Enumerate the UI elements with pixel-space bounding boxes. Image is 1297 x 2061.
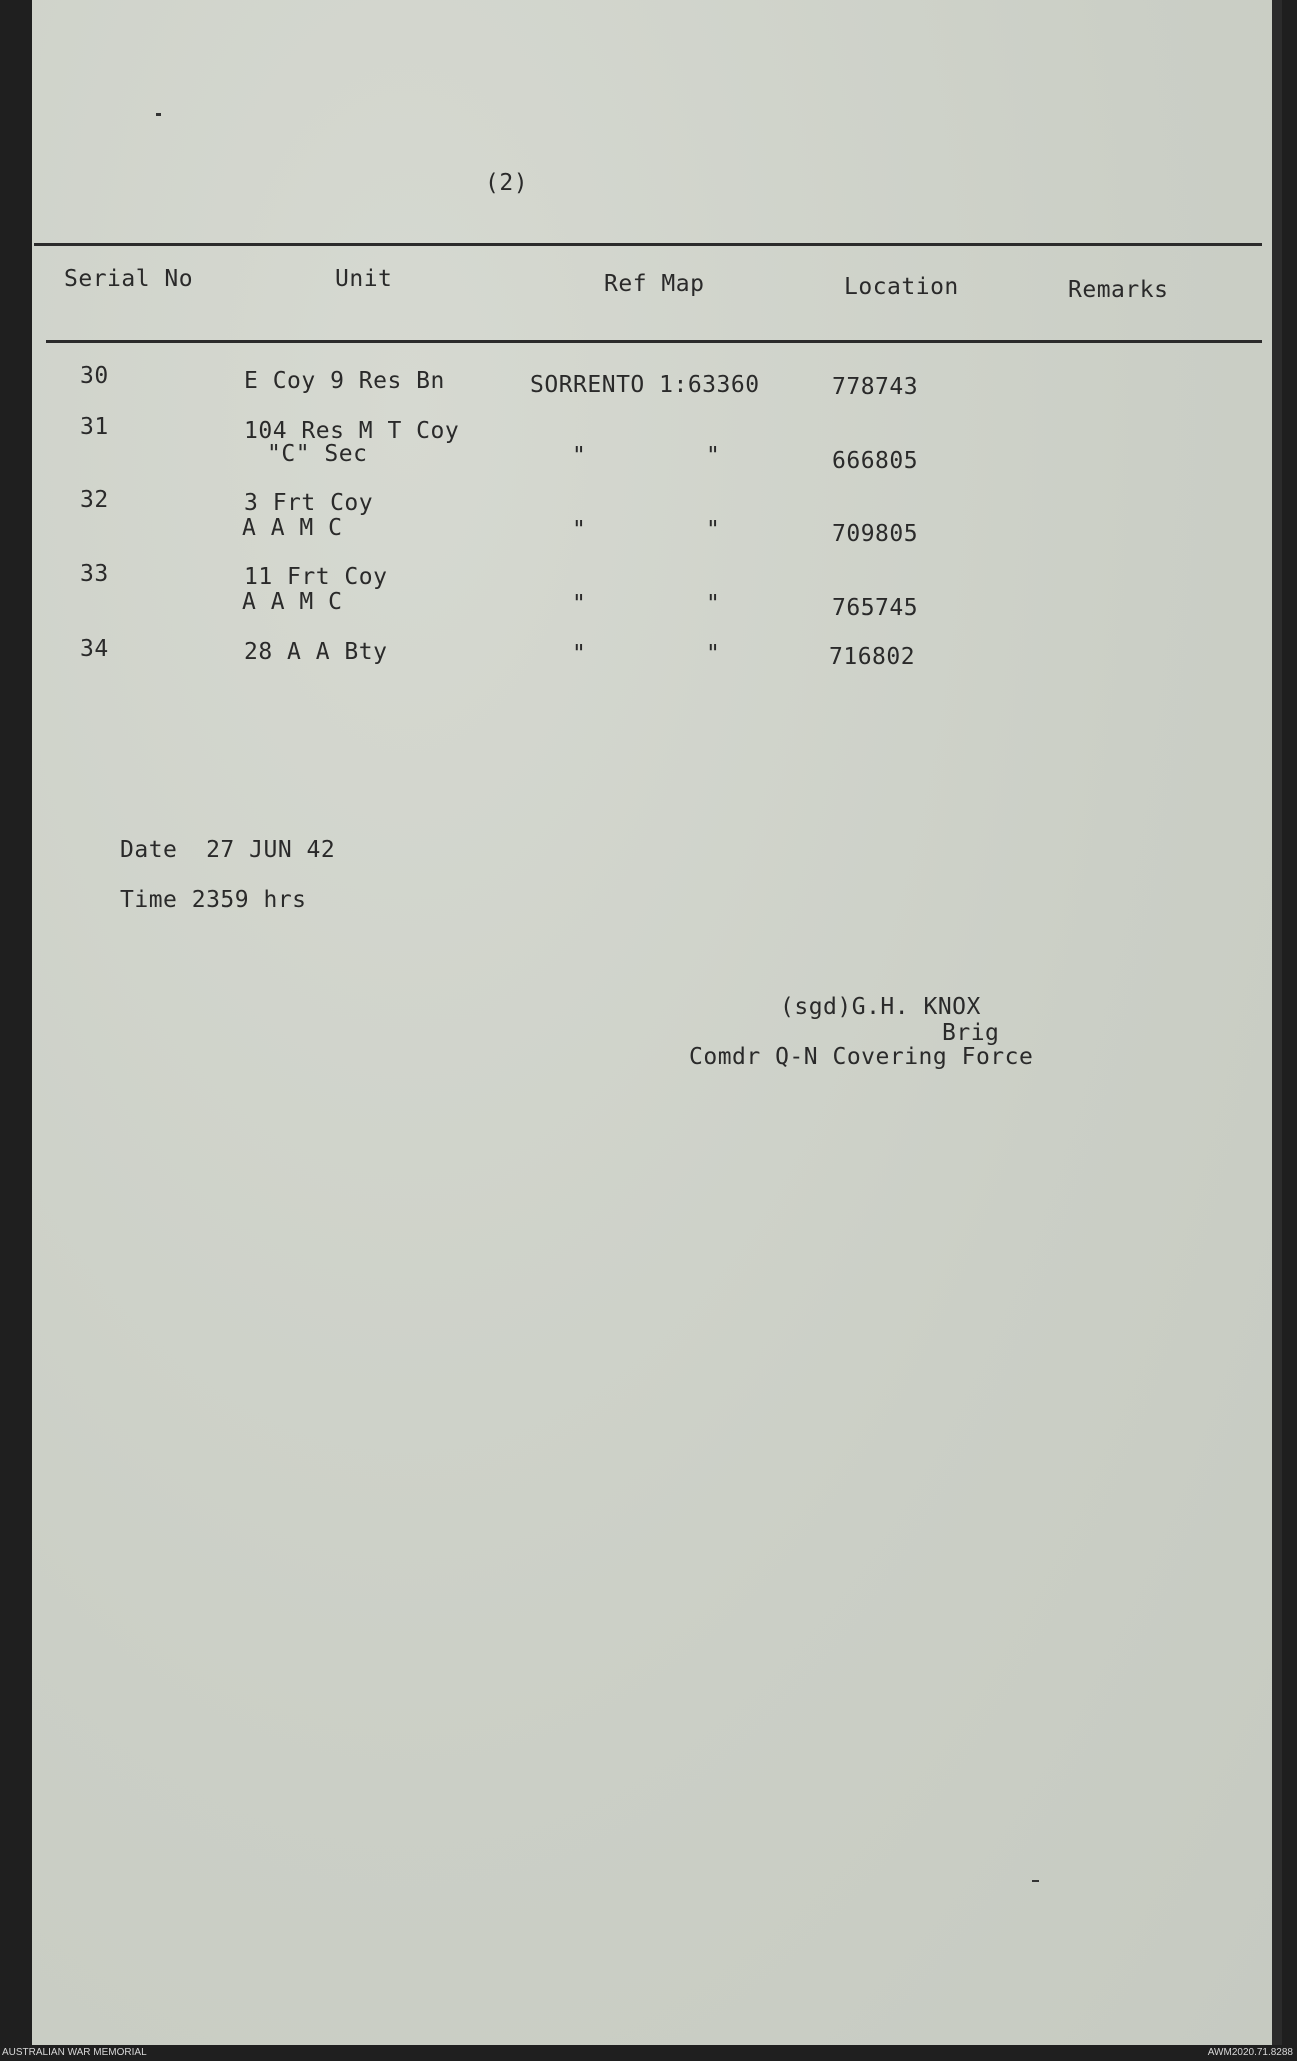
- header-ref-map: Ref Map: [604, 271, 705, 297]
- serial-cell: 33: [80, 561, 109, 587]
- footer-right: AWM2020.71.8288: [1207, 2047, 1293, 2058]
- header-remarks: Remarks: [1068, 277, 1169, 303]
- serial-cell: 30: [80, 363, 109, 389]
- serial-cell: 34: [80, 636, 109, 662]
- location-cell: 765745: [832, 595, 919, 621]
- signature-name: (sgd)G.H. KNOX: [780, 994, 981, 1020]
- unit-cell-line2: A A M C: [242, 515, 343, 541]
- ditto-mark: ": [572, 641, 587, 667]
- ditto-mark: ": [706, 591, 721, 617]
- archive-footer: [0, 2045, 1297, 2061]
- ditto-mark: ": [706, 443, 721, 469]
- ditto-mark: ": [572, 591, 587, 617]
- header-serial-no: Serial No: [64, 266, 194, 292]
- location-cell: 666805: [832, 448, 919, 474]
- ref-map-cell: SORRENTO 1:63360: [530, 372, 760, 398]
- ink-speck: [1032, 1880, 1039, 1882]
- ink-speck: [156, 113, 161, 116]
- unit-cell: 3 Frt Coy: [244, 490, 374, 516]
- unit-cell-line2: "C" Sec: [267, 441, 368, 467]
- table-header-rule: [46, 340, 1262, 343]
- document-page: [32, 0, 1282, 2045]
- ditto-mark: ": [706, 517, 721, 543]
- header-location: Location: [844, 274, 959, 300]
- table-top-rule: [34, 243, 1262, 246]
- header-unit: Unit: [335, 266, 393, 292]
- signature-rank: Brig: [942, 1020, 1000, 1046]
- page-number: (2): [485, 170, 529, 196]
- unit-cell: 28 A A Bty: [244, 639, 388, 665]
- date-line: Date 27 JUN 42: [120, 837, 336, 863]
- page-edge: [1272, 0, 1282, 2045]
- signature-title: Comdr Q-N Covering Force: [689, 1044, 1034, 1070]
- unit-cell: E Coy 9 Res Bn: [244, 368, 445, 394]
- ditto-mark: ": [706, 641, 721, 667]
- ditto-mark: ": [572, 517, 587, 543]
- location-cell: 778743: [832, 374, 919, 400]
- serial-cell: 31: [80, 414, 109, 440]
- unit-cell: 104 Res M T Coy: [244, 418, 460, 444]
- time-line: Time 2359 hrs: [120, 887, 307, 913]
- location-cell: 709805: [832, 521, 919, 547]
- location-cell: 716802: [829, 644, 916, 670]
- unit-cell: 11 Frt Coy: [244, 564, 388, 590]
- ditto-mark: ": [572, 443, 587, 469]
- serial-cell: 32: [80, 487, 109, 513]
- unit-cell-line2: A A M C: [242, 589, 343, 615]
- footer-left: AUSTRALIAN WAR MEMORIAL: [2, 2047, 147, 2058]
